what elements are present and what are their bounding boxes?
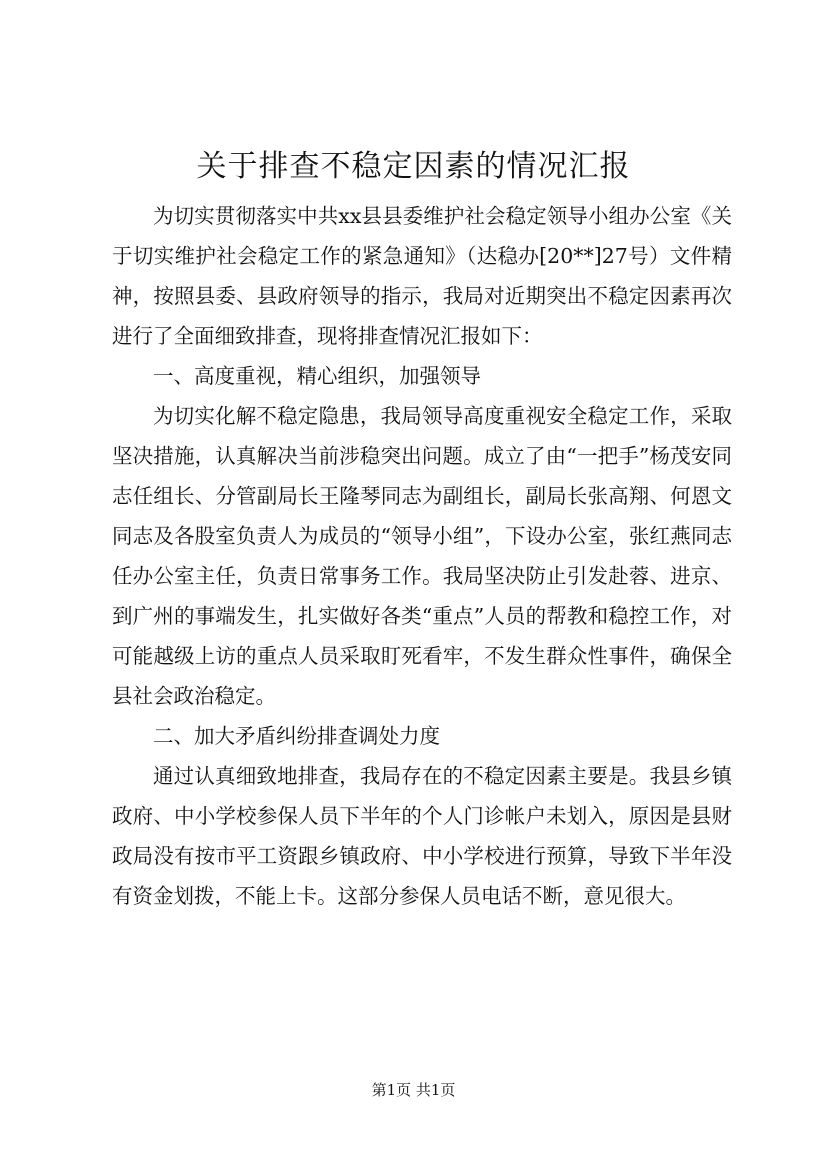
- section-heading-2: 二、加大矛盾纠纷排查调处力度: [153, 724, 440, 748]
- paragraph-intro: 为切实贯彻落实中共xx县县委维护社会稳定领导小组办公室《关于切实维护社会稳定工作的紧急通知》（达稳办[20**]27号）文件精神，按照县委、县政府领导的指示，我局对近期突出不稳定因素再次进行了全面细致排查，现将排查情况汇报如下：: [112, 204, 732, 348]
- paragraph-section-1: 为切实化解不稳定隐患，我局领导高度重视安全稳定工作，采取坚决措施，认真解决当前涉稳突出问题。成立了由“一把手”杨茂安同志任组长、分管副局长王隆琴同志为副组长，副局长张高翔、何恩文同志及各股室负责人为成员的“领导小组”，下设办公室，张红燕同志任办公室主任，负责日常事务工作。我局坚决防止引发赴蓉、进京、到广州的事端发生，扎实做好各类“重点”人员的帮教和稳控工作，对可能越级上访的重点人员采取盯死看牢，不发生群众性事件，确保全县社会政治稳定。: [112, 404, 732, 708]
- page-number-footer: 第1页 共1页: [371, 1081, 456, 1099]
- document-body: [112, 196, 732, 916]
- section-heading-1: 一、高度重视，精心组织，加强领导: [153, 364, 481, 388]
- paragraph-section-2: 通过认真细致地排查，我局存在的不稳定因素主要是。我县乡镇政府、中小学校参保人员下半年的个人门诊帐户未划入，原因是县财政局没有按市平工资跟乡镇政府、中小学校进行预算，导致下半年没有资金划拨，不能上卡。这部分参保人员电话不断，意见很大。: [112, 764, 732, 908]
- document-title: 关于排查不稳定因素的情况汇报: [196, 149, 631, 184]
